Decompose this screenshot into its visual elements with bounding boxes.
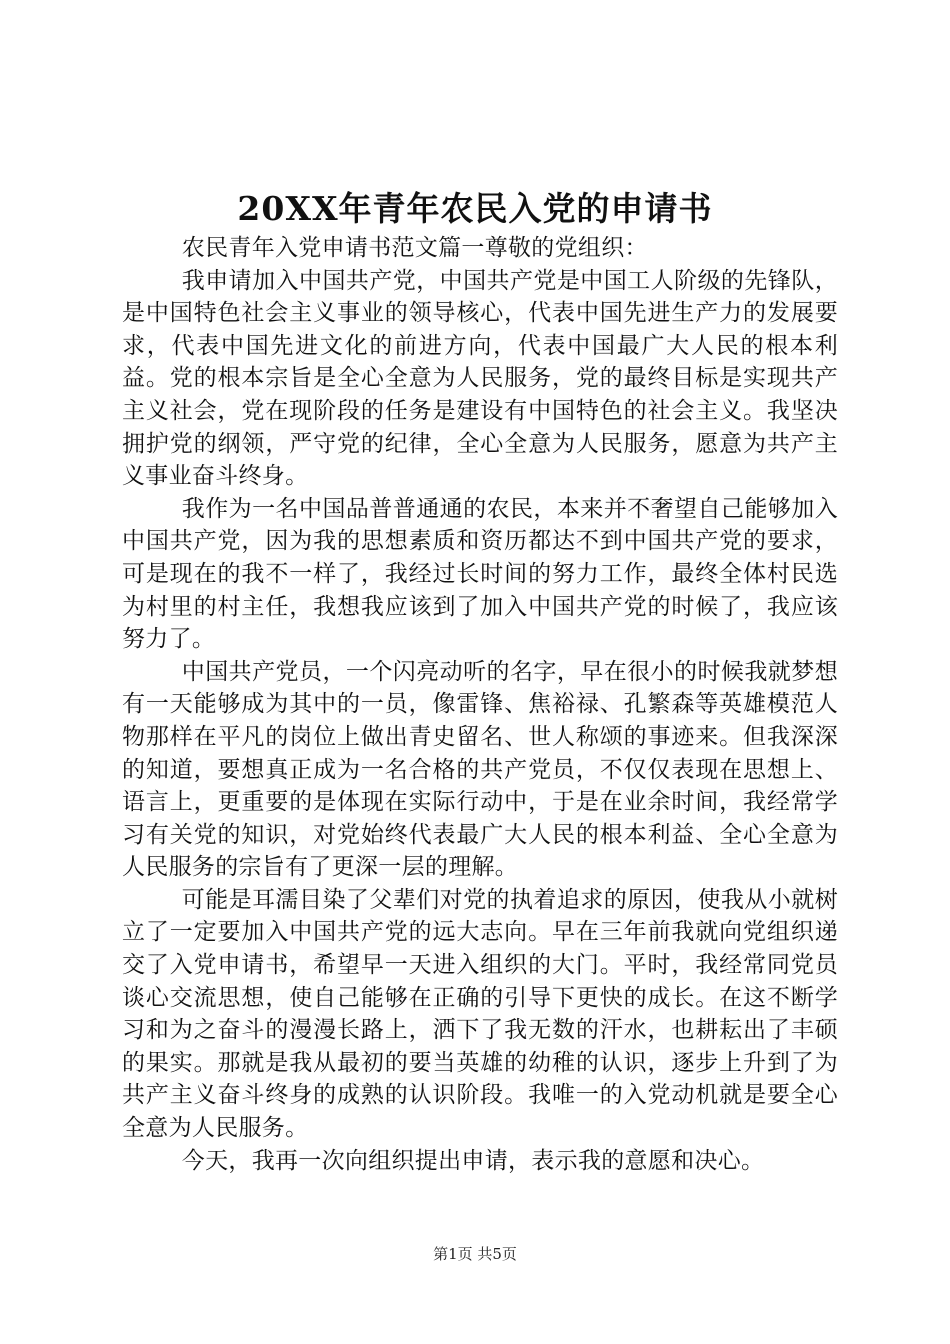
paragraph-salutation: 农民青年入党申请书范文篇一尊敬的党组织： bbox=[181, 235, 648, 261]
paragraph: 今天，我再一次向组织提出申请，表示我的意愿和决心。 bbox=[181, 1147, 765, 1174]
paragraph: 可能是耳濡目染了父辈们对党的执着追求的原因，使我从小就树立了一定要加入中国共产党的远大志向。早在三年前我就向党组织递交了入党申请书，希望早一天进入组织的大门。平时，我经常同党员谈心交流思想，使自己能够在正确的引导下更快的成长。在这不断学习和为之奋斗的漫漫长路上，洒下了我无数的汗水，也耕耘出了丰硕的果实。那就是我从最初的要当英雄的幼稚的认识，逐步上升到了为共产主义奋斗终身的成熟的认识阶段。我唯一的入党动机就是要全心全意为人民服务。 bbox=[122, 886, 838, 1142]
page-number-footer: 第1页 共5页 bbox=[433, 1245, 517, 1263]
paragraph: 我申请加入中国共产党，中国共产党是中国工人阶级的先锋队，是中国特色社会主义事业的领导核心，代表中国先进生产力的发展要求，代表中国先进文化的前进方向，代表中国最广大人民的根本利益。党的根本宗旨是全心全意为人民服务，党的最终目标是实现共产主义社会，党在现阶段的任务是建设有中国特色的社会主义。我坚决拥护党的纲领，严守党的纪律，全心全意为人民服务，愿意为共产主义事业奋斗终身。 bbox=[122, 267, 838, 490]
paragraph: 我作为一名中国品普普通通的农民，本来并不奢望自己能够加入中国共产党，因为我的思想素质和资历都达不到中国共产党的要求，可是现在的我不一样了，我经过长时间的努力工作，最终全体村民选为村里的村主任，我想我应该到了加入中国共产党的时候了，我应该努力了。 bbox=[122, 495, 838, 653]
document-body bbox=[122, 232, 838, 1177]
paragraph: 中国共产党员，一个闪亮动听的名字，早在很小的时候我就梦想有一天能够成为其中的一员，像雷锋、焦裕禄、孔繁森等英雄模范人物那样在平凡的岗位上做出青史留名、世人称颂的事迹来。但我深深的知道，要想真正成为一名合格的共产党员，不仅仅表现在思想上、语言上，更重要的是体现在实际行动中，于是在业余时间，我经常学习有关党的知识，对党始终代表最广大人民的根本利益、全心全意为人民服务的宗旨有了更深一层的理解。 bbox=[122, 658, 838, 881]
document-title: 20XX年青年农民入党的申请书 bbox=[237, 189, 713, 228]
